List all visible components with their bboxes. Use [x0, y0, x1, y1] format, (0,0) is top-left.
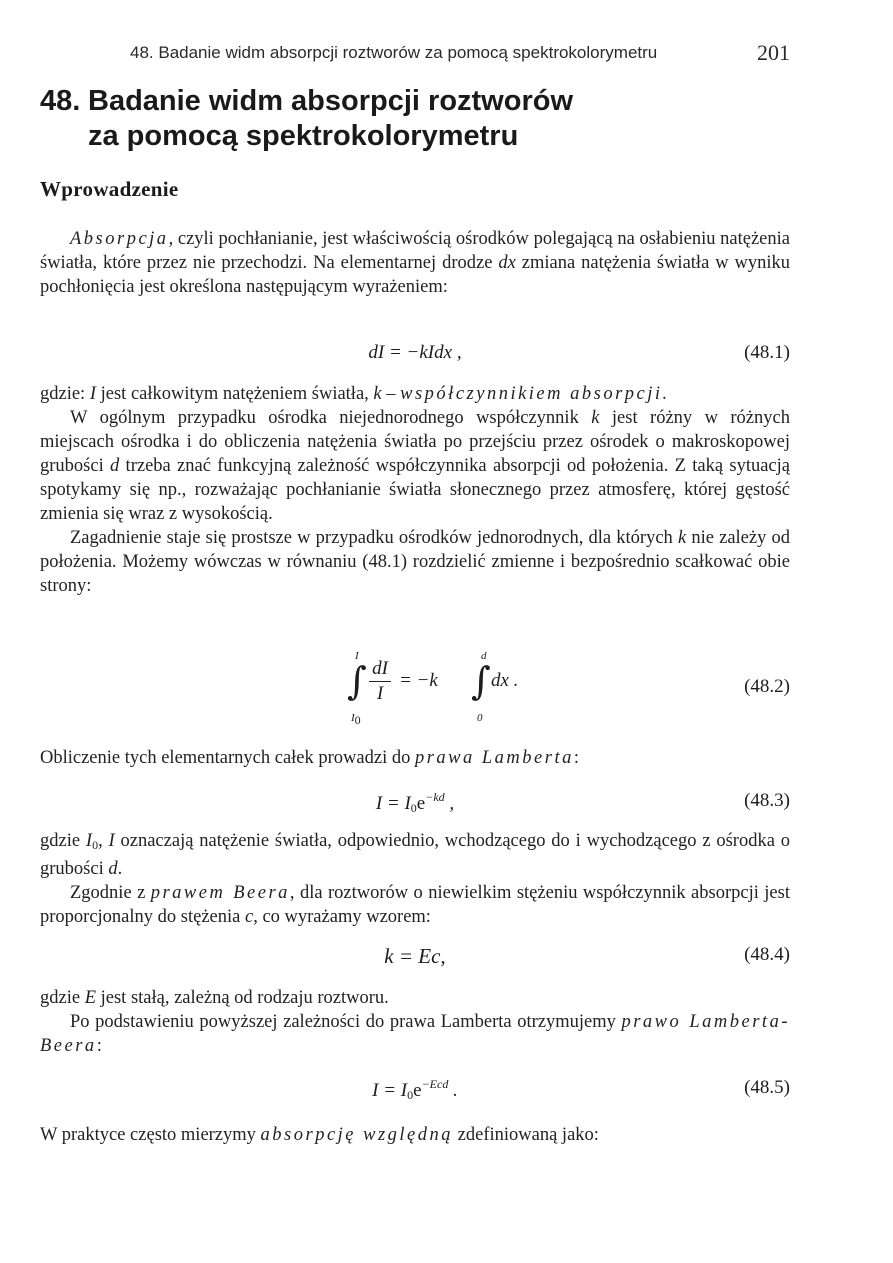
- running-header: [130, 40, 790, 68]
- paragraph-relative-absorption: W praktyce często mierzymy absorpcję względną zdefiniowaną jako:: [40, 1125, 599, 1145]
- paragraph-definitions: gdzie: I jest całkowitym natężeniem światła, k – współczynnikiem absorpcji.: [40, 384, 670, 404]
- equation-48-2-formula: I ∫ $I_0$ dI I = −k d ∫ 0 dx .: [347, 650, 519, 727]
- paragraph-inhomogeneous: W ogólnym przypadku ośrodka niejednorodnego współczynnik k jest różny w różnych miejscach ośrodka i do obliczenia natężenia światła po przejściu przez ośrodek o makroskopowej grubości d trzeba znać funkcyjną zależność współczynnika absorpcji od położenia. Z taką sytuacją spotykamy się np., rozważając pochłanianie światła słonecznego przez atmosferę, której gęstość zmienia się wraz z wysokością.: [40, 408, 790, 524]
- paragraph-block-2: [40, 382, 790, 598]
- paragraph-block-3: [40, 829, 790, 929]
- chapter-number: 48.: [40, 85, 81, 117]
- paragraph-e-constant: gdzie E jest stałą, zależną od rodzaju roztworu.: [40, 988, 389, 1008]
- term-absorpcja: Absorpcja: [70, 229, 169, 249]
- equation-48-2-number: (48.2): [744, 676, 790, 697]
- chapter-title-line1: Badanie widm absorpcji roztworów: [88, 85, 574, 117]
- paragraph-block-4: [40, 986, 790, 1058]
- chapter-title: [40, 84, 800, 154]
- equation-48-5: [40, 1077, 790, 1107]
- equation-48-1-number: (48.1): [744, 342, 790, 363]
- fraction-dI-over-I: dI I: [367, 658, 393, 705]
- term-prawo-lamberta-beera: prawo Lamberta-Beera: [40, 1012, 790, 1056]
- paragraph-lambert-beer: Po podstawieniu powyższej zależności do prawa Lamberta otrzymujemy prawo Lamberta-Beera:: [40, 1012, 790, 1056]
- equation-48-3-number: (48.3): [744, 790, 790, 811]
- equation-48-4: [40, 944, 790, 974]
- equation-48-4-number: (48.4): [744, 944, 790, 965]
- term-prawo-lamberta: prawa Lamberta: [414, 748, 574, 768]
- integral-sign-2: ∫: [471, 659, 491, 703]
- paragraph-lambert: Obliczenie tych elementarnych całek prowadzi do prawa Lamberta:: [40, 748, 579, 768]
- chapter-title-line2: za pomocą spektrokolorymetru: [88, 120, 519, 152]
- paragraph-homogeneous: Zagadnienie staje się prostsze w przypadku ośrodków jednorodnych, dla których k nie zależy od położenia. Możemy wówczas w równaniu (48.1) rozdzielić zmienne i bezpośrednio scałkować obie strony:: [40, 528, 790, 596]
- integral-sign-1: ∫: [347, 659, 367, 703]
- paragraph-io-definitions: gdzie $I_0$, I oznaczają natężenie światła, odpowiednio, wchodzącego do i wychodzącego z ośrodka o grubości d.: [40, 831, 791, 879]
- equation-48-5-formula: $I = I_0e^{-Ecd}$ .: [372, 1077, 458, 1102]
- running-title: 48. Badanie widm absorpcji roztworów za pomocą spektrokolorymetru: [130, 43, 658, 62]
- paragraph-intro: Absorpcja, czyli pochłanianie, jest właściwością ośrodków polegającą na osłabieniu natężenia światła, które przez nie przechodzi. Na elementarnej drodze dx zmiana natężenia światła w wyniku pochłonięcia jest określona następującym wyrażeniem:: [40, 229, 791, 297]
- equation-48-2: [40, 650, 790, 730]
- equation-48-1-formula: dI = −kIdx ,: [368, 342, 462, 363]
- section-title: Wprowadzenie: [40, 177, 179, 201]
- paragraph-beer: Zgodnie z prawem Beera, dla roztworów o niewielkim stężeniu współczynnik absorpcji jest proporcjonalny do stężenia c, co wyrażamy wzorem:: [40, 883, 790, 927]
- equation-48-5-number: (48.5): [744, 1077, 790, 1098]
- page-number: 201: [757, 40, 790, 65]
- equation-48-3: [40, 790, 790, 820]
- equation-48-4-formula: k = Ec,: [384, 944, 446, 968]
- equation-48-1: [40, 342, 790, 372]
- term-absorpcja-wzgledna: absorpcję względną: [260, 1125, 454, 1145]
- term-prawo-beera: prawem Beera: [150, 883, 290, 903]
- equation-48-3-formula: $I = I_0e^{-kd}$ ,: [375, 790, 455, 815]
- term-wspolczynnik-absorpcji: współczynnikiem absorpcji.: [400, 384, 670, 404]
